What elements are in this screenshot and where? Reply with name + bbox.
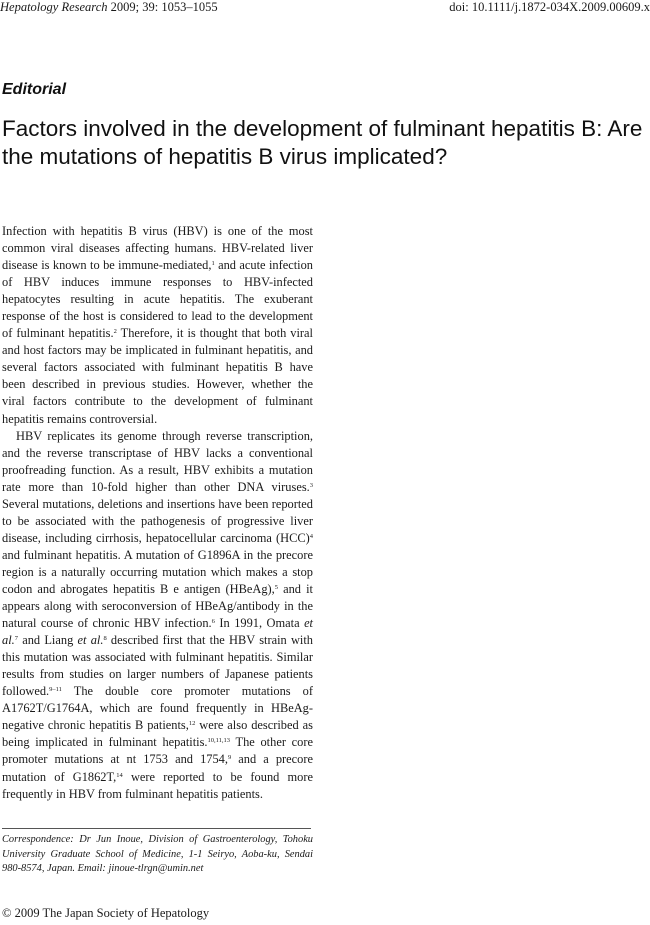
paragraph-2: HBV replicates its genome through reverse transcription, and the reverse transcriptase of HBV lacks a conventional proofreading function. As a result, HBV exhibits a mutation rate more than 10-fold higher than other DNA viruses.$^3$ Several mutations, deletions and insertions have been reported to be associated with the pathogenesis of progressive liver disease, including cirrhosis, hepatocellular carcinoma (HCC)$^4$ and fulminant hepatitis. A mutation of G1896A in the precore region is a naturally occurring mutation which makes a stop codon and abrogates hepatitis B e antigen (HBeAg),$^5$ and it appears along with seroconversion of HBeAg/antibody in the natural course of chronic HBV infection.$^6$ In 1991, Omata et al.$^7$ and Liang et al.$^8$ described first that the HBV strain with this mutation was associated with fulminant hepatitis. Similar results from studies on larger numbers of Japanese patients followed.$^{9-11}$ The double core promoter mutations of A1762T/G1764A, which are found frequently in HBeAg-negative chronic hepatitis B patients,$^{12}$ were also described as being implicated in fulminant hepatitis.$^{10,11,13}$ The other core promoter mutations at nt 1753 and 1754,$^9$ and a precore mutation of G1862T,$^{14}$ were reported to be found more frequently in HBV from fulminant hepatitis patients. [2, 428, 314, 801]
journal-name: Hepatology Research [0, 0, 108, 14]
reference-9b[interactable]: 9 [227, 754, 232, 762]
reference-9-11[interactable]: 9–11 [49, 686, 62, 694]
paragraph-1: Infection with hepatitis B virus (HBV) is one of the most common viral diseases affecting humans. HBV-related liver disease is known to be immune-mediated,$^1$ and acute infection of HBV induces immune responses to HBV-infected hepatocytes resulting in acute hepatitis. The exuberant response of the host is considered to lead to the development of fulminant hepatitis.$^2$ Therefore, it is thought that both viral and host factors may be implicated in fulminant hepatitis, and several factors associated with fulminant hepatitis B have been described in previous studies. However, whether the viral factors contribute to the development of fulminant hepatitis remains controversial. [2, 224, 314, 426]
copyright: © 2009 The Japan Society of Hepatology [2, 906, 210, 920]
running-header [0, 0, 650, 16]
article-title: Factors involved in the development of fulminant hepatitis B: Are the mutations of hepatitis B virus implicated? [2, 116, 643, 169]
journal-citation [0, 0, 218, 14]
reference-3[interactable]: 3 [309, 481, 313, 489]
reference-14[interactable]: 14 [116, 771, 123, 779]
reference-12[interactable]: 12 [188, 720, 196, 728]
reference-5[interactable]: 5 [274, 583, 279, 591]
reference-1[interactable]: 1 [211, 260, 215, 268]
reference-7[interactable]: 7 [14, 635, 18, 643]
footnote-divider [2, 828, 311, 829]
reference-10-11-13[interactable]: 10,11,13 [207, 737, 231, 745]
volume-pages: 2009; 39: 1053–1055 [107, 0, 218, 14]
doi[interactable]: doi: 10.1111/j.1872-034X.2009.00609.x [449, 0, 650, 14]
left-column [2, 223, 313, 803]
article-type-label: Editorial [2, 81, 67, 98]
reference-4[interactable]: 4 [309, 532, 313, 540]
reference-8[interactable]: 8 [103, 635, 107, 643]
correspondence-note: Correspondence: Dr Jun Inoue, Division of Gastroenterology, Tohoku University Graduate School of Medicine, 1-1 Seiryo, Aoba-ku, Sendai 980-8574, Japan. Email: jinoue-tlrgn@umin.net [2, 834, 313, 874]
reference-2[interactable]: 2 [113, 328, 117, 336]
reference-6[interactable]: 6 [211, 618, 215, 626]
